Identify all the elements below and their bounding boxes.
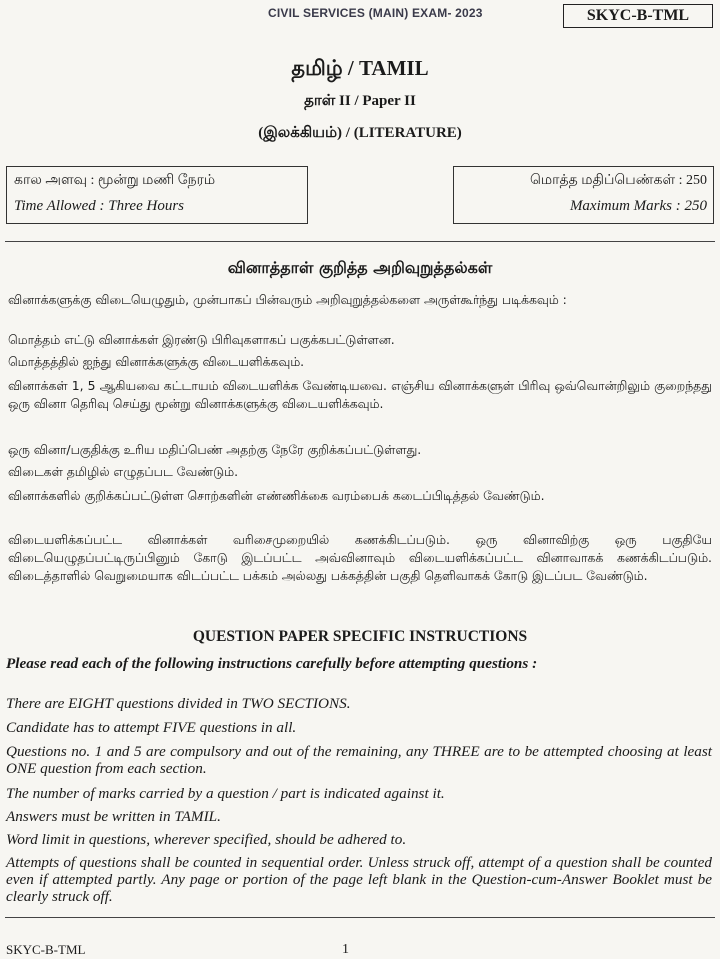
tamil-instruction-item: ஒரு வினா/பகுதிக்கு உரிய மதிப்பெண் அதற்கு நேரே குறிக்கப்பட்டுள்ளது. xyxy=(8,442,422,457)
english-instruction-item: Answers must be written in TAMIL. xyxy=(6,808,221,825)
maximum-marks-box xyxy=(453,166,714,224)
divider-bottom xyxy=(5,917,715,918)
time-allowed-tamil: கால அளவு : மூன்று மணி நேரம் xyxy=(14,173,216,188)
english-instruction-item: There are EIGHT questions divided in TWO SECTIONS. xyxy=(6,695,351,712)
tamil-instructions-title: வினாத்தாள் குறித்த அறிவுறுத்தல்கள் xyxy=(227,258,493,277)
english-instruction-item: Word limit in questions, wherever specified, should be adhered to. xyxy=(6,831,407,848)
english-instruction-item: Questions no. 1 and 5 are compulsory and out of the remaining, any THREE are to be attempted choosing at least ONE question from each section. xyxy=(6,743,712,777)
divider-top xyxy=(5,241,715,242)
paper-title: தாள் II / Paper II xyxy=(304,93,416,109)
tamil-instruction-item: வினாக்களில் குறிக்கப்பட்டுள்ள சொற்களின் எண்ணிக்கை வரம்பைக் கடைப்பிடித்தல் வேண்டும். xyxy=(8,488,545,503)
footer-paper-code: SKYC-B-TML xyxy=(6,942,86,957)
tamil-instruction-item: விடைகள் தமிழில் எழுதப்பட வேண்டும். xyxy=(8,464,239,479)
english-instructions-lead: Please read each of the following instructions carefully before attempting questions : xyxy=(6,655,538,672)
english-instructions-title: QUESTION PAPER SPECIFIC INSTRUCTIONS xyxy=(192,628,528,645)
page-number: 1 xyxy=(342,942,349,957)
time-allowed-box xyxy=(6,166,308,224)
tamil-instruction-item: விடையளிக்கப்பட்ட வினாக்கள் வரிசைமுறையில் கணக்கிடப்படும். ஒரு வினாவிற்கு ஒரு பகுதியே விடையெழுதப்பட்டிருப்பினும் கோடு இடப்பட்ட அவ்வினாவும் விடையளிக்கப்பட்ட வினாவாகக் கணக்கிடப்படும். விடைத்தாளில் வெறுமையாக விடப்பட்ட பக்கம் அல்லது பக்கத்தின் பகுதி தெளிவாகக் கோடு இடப்பட வேண்டும். xyxy=(8,532,712,583)
subject-title: தமிழ் / TAMIL xyxy=(291,56,429,80)
maximum-marks-english: Maximum Marks : 250 xyxy=(569,198,707,214)
time-allowed-english: Time Allowed : Three Hours xyxy=(14,198,185,214)
category-title: (இலக்கியம்) / (LITERATURE) xyxy=(258,125,462,141)
english-instruction-item: Candidate has to attempt FIVE questions in all. xyxy=(6,719,297,736)
tamil-instruction-item: மொத்தத்தில் ஐந்து வினாக்களுக்கு விடையளிக்கவும். xyxy=(8,354,305,369)
tamil-instruction-item: மொத்தம் எட்டு வினாக்கள் இரண்டு பிரிவுகளாகப் பகுக்கபட்டுள்ளன. xyxy=(8,332,395,347)
maximum-marks-tamil: மொத்த மதிப்பெண்கள் : 250 xyxy=(530,173,707,188)
tamil-instruction-item: வினாக்கள் 1, 5 ஆகியவை கட்டாயம் விடையளிக்க வேண்டியவை. எஞ்சிய வினாக்களுள் பிரிவு ஒவ்வொன்றிலும் குறைந்தது ஒரு வினா தெரிவு செய்து மூன்று வினாக்களுக்கு விடையளிக்கவும். xyxy=(8,378,712,411)
tamil-instruction-item: வினாக்களுக்கு விடையெழுதும், முன்பாகப் பின்வரும் அறிவுறுத்தல்களை அருள்கூர்ந்து படிக்கவும் : xyxy=(8,292,567,307)
exam-title: CIVIL SERVICES (MAIN) EXAM- 2023 xyxy=(268,6,483,20)
english-instruction-item: Attempts of questions shall be counted in sequential order. Unless struck off, attempt of a question shall be counted even if attempted partly. Any page or portion of the page left blank in the Question-cum-Answer Booklet must be clearly struck off. xyxy=(6,854,712,905)
paper-code-box: SKYC-B-TML xyxy=(563,4,713,28)
english-instruction-item: The number of marks carried by a question / part is indicated against it. xyxy=(6,785,445,802)
